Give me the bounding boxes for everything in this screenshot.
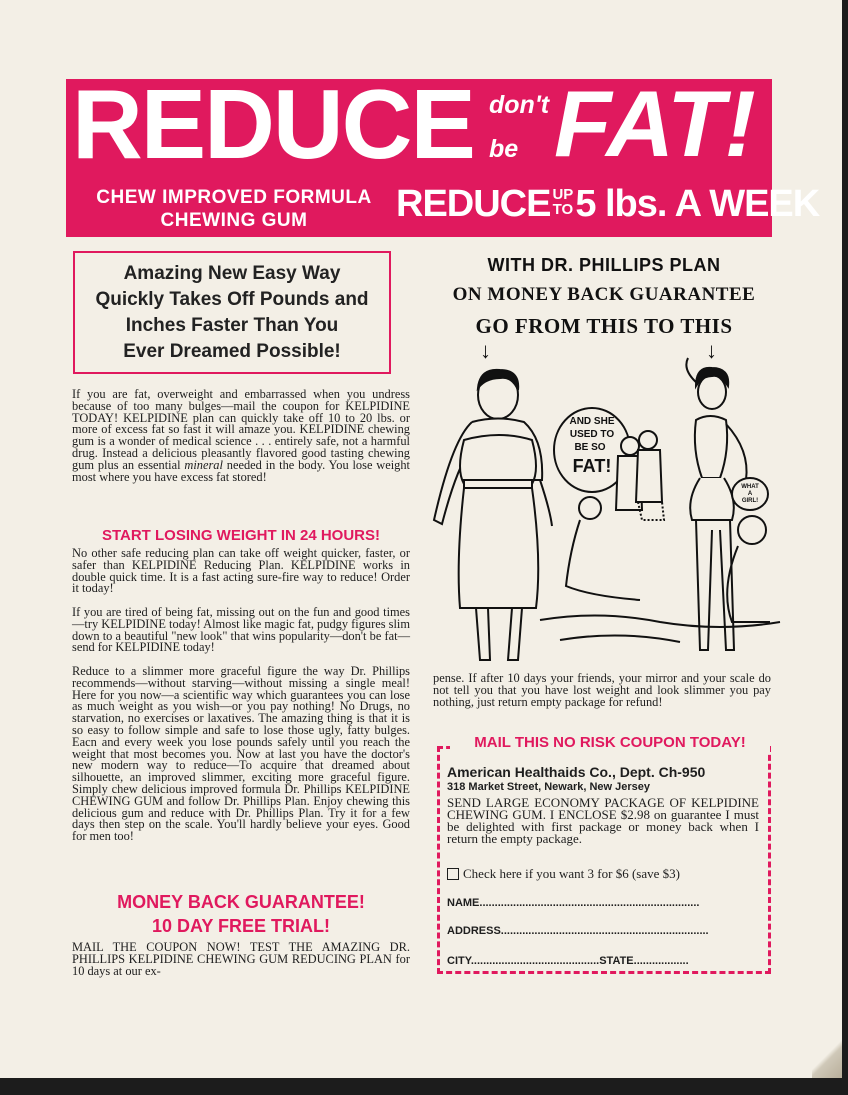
boxed-headline: [73, 251, 391, 374]
company-name: American Healthaids Co., Dept. Ch-950: [447, 764, 706, 780]
checkbox[interactable]: [447, 868, 459, 880]
money-back-heading: [72, 890, 410, 938]
to-word: TO: [552, 201, 574, 218]
company-address: 318 Market Street, Newark, New Jersey: [447, 781, 651, 793]
intro-text-b: needed in the body. You lose weight most where you have excess fat stored!: [72, 457, 410, 484]
boxed-line-4: Ever Dreamed Possible!: [123, 340, 341, 362]
up-word: UP: [552, 186, 574, 203]
name-dots: ........................................................................: [479, 897, 700, 909]
coupon-body: SEND LARGE ECONOMY PACKAGE OF KELPIDINE CHEWING GUM. I ENCLOSE $2.98 on guarantee I must be delighted with first package or money back when I return the empty package.: [447, 795, 759, 846]
money-back-line: MONEY BACK GUARANTEE!: [117, 892, 365, 912]
mineral-word: mineral: [184, 457, 223, 472]
page-curl: [812, 1038, 842, 1078]
reduce-per-week: [396, 185, 819, 223]
extra-package-checkbox-row[interactable]: [447, 866, 680, 882]
refund-paragraph: pense. If after 10 days your friends, your mirror and your scale do not tell you that you have lost weight and look slimmer you pay nothing, just return empty package for refund!: [433, 671, 771, 709]
money-back-guarantee-heading: ON MONEY BACK GUARANTEE: [452, 284, 756, 305]
amount-text: 5 lbs. A WEEK: [575, 183, 820, 225]
mail-coupon-paragraph: MAIL THE COUPON NOW! TEST THE AMAZING DR. PHILLIPS KELPIDINE CHEWING GUM REDUCING PLAN for 10 days at our ex-: [72, 940, 410, 978]
city-state-field[interactable]: [447, 955, 761, 967]
down-arrow-icon: ↓: [480, 338, 491, 363]
before-after-illustration: [420, 360, 780, 670]
boxed-line-2: Quickly Takes Off Pounds and: [95, 288, 369, 310]
bubble-text-line3: BE SO: [574, 442, 606, 453]
boxed-line-3: Inches Faster Than You: [125, 314, 339, 336]
address-field[interactable]: [447, 925, 761, 937]
headline-reduce: REDUCE: [72, 69, 474, 179]
bubble-text-line2: USED TO: [569, 429, 615, 440]
tired-paragraph: If you are tired of being fat, missing out on the fun and good times—try KELPIDINE today! Almost like magic fat, pudgy figures slim down to a beautiful "new look" that wins popularity—don't be fat—send for KELPIDINE today!: [72, 605, 410, 655]
bubble2-line1: WHAT: [741, 484, 759, 490]
checkbox-label: Check here if you want 3 for $6 (save $3): [463, 866, 680, 881]
bubble-text-line1: AND SHE: [569, 416, 615, 427]
state-label: STATE: [599, 955, 634, 967]
headline-fat: FAT!: [554, 71, 756, 176]
bubble-fat-text: FAT!: [572, 456, 612, 476]
address-label: ADDRESS: [447, 925, 501, 937]
headline-dont: don't: [489, 91, 550, 119]
no-other-paragraph: No other safe reducing plan can take off weight quicker, faster, or safer than KELPIDINE Reducing Plan. KELPIDINE works in double quick time. It is a fast acting sure-fire way to reduce! Order it today!: [72, 546, 410, 596]
bubble2-line2: A: [747, 491, 753, 497]
slimmer-paragraph: Reduce to a slimmer more graceful figure the way Dr. Phillips recommends—without starving—without missing a single meal! Here for you now—a scientific way which guarantees you can lose as much weight as you wish—or you pay nothing! No Drugs, no starvation, no exercises or laxatives. The amazing thing is that it is so easy to follow simple and safe to lose those ugly, fatty bulges. Eacn and every week you lose pounds safely until you reach the weight that most becomes you. Now at last you have the doctor's new modern way to reduce—To acquire that dreamed about silhouette, an improved slimmer, exciting more graceful figure. Simply chew delicious improved formula Dr. Phillips KELPIDINE CHEWING GUM and follow Dr. Phillips Plan. Enjoy chewing this delicious gum and reduce with Dr. Phillips Plan. Try it for a few days then step on the scale. You'll hardly believe your eyes. Good for men too!: [72, 664, 410, 844]
free-trial-line: 10 DAY FREE TRIAL!: [151, 916, 331, 936]
chew-line-1: CHEW IMPROVED FORMULA: [96, 187, 372, 208]
intro-text-a: If you are fat, overweight and embarrassed when you undress because of too many bulges—mail the coupon for KELPIDINE TODAY! KELPIDINE plan can quickly take off 10 to 20 lbs. or more of excess fat so fast it will amaze you. KELPIDINE chewing gum is a wonder of medical science . . . entirely safe, not a harmful drug. Instead a delicious pleasantly flavored good tasting chewing gum plus an essential: [72, 387, 410, 472]
from-this-to-this-heading: GO FROM THIS TO THIS: [475, 314, 733, 338]
boxed-line-1: Amazing New Easy Way: [123, 262, 341, 284]
chew-line-2: CHEWING GUM: [160, 210, 308, 231]
bubble2-line3: GIRL!: [741, 498, 759, 504]
coupon-title: MAIL THIS NO RISK COUPON TODAY!: [450, 733, 770, 753]
headline-be: be: [489, 135, 519, 163]
down-arrow-icon: ↓: [706, 338, 717, 363]
address-dots: ....................................................................: [500, 925, 709, 937]
up-to-stack: [552, 187, 573, 217]
start-losing-heading: START LOSING WEIGHT IN 24 HOURS!: [101, 527, 381, 544]
headline-banner: [66, 69, 820, 237]
intro-paragraph: [72, 389, 410, 483]
city-label: CITY: [447, 955, 471, 967]
chew-gum-tagline: [84, 186, 384, 232]
reduce-word: REDUCE: [396, 183, 551, 225]
city-dots: ..........................................: [470, 955, 600, 967]
name-field[interactable]: [447, 897, 761, 909]
state-dots: ..................: [633, 955, 689, 967]
dr-phillips-heading: WITH DR. PHILLIPS PLAN: [487, 255, 721, 275]
name-label: NAME: [447, 897, 480, 909]
